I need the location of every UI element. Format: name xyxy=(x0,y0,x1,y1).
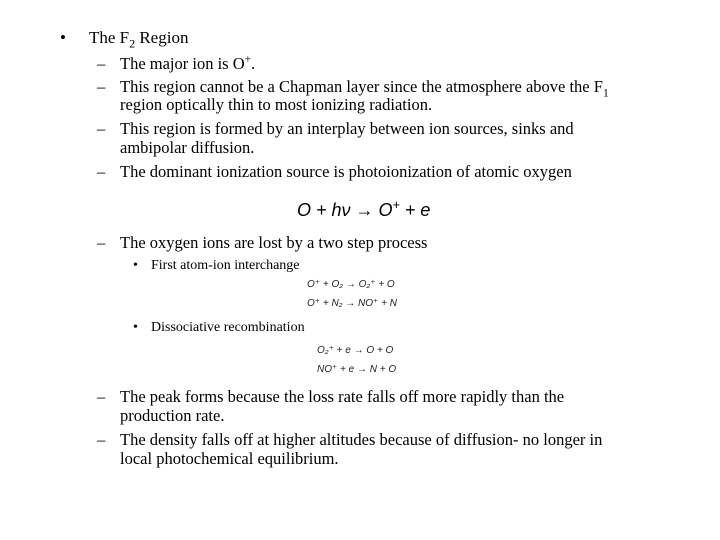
equation-recombination-2: NO⁺ + e → N + O xyxy=(317,364,397,375)
item-density-line2: local photochemical equilibrium. xyxy=(120,449,339,468)
item-major-ion xyxy=(120,54,255,74)
main-equation-b: + e xyxy=(399,200,431,220)
equation-interchange-1: O⁺ + O₂ → O₂⁺ + O xyxy=(307,279,395,290)
photoionization-equation xyxy=(297,200,430,221)
chapman-line1-sub: 1 xyxy=(602,87,609,100)
dash-marker: – xyxy=(97,119,106,138)
item-chapman-line1 xyxy=(120,77,609,100)
item-peak-line2: production rate. xyxy=(120,406,225,425)
main-equation-a: O + hν → O xyxy=(297,200,393,220)
item-dominant-source: The dominant ionization source is photoionization of atomic oxygen xyxy=(120,162,572,181)
dash-marker: – xyxy=(97,233,106,252)
sub-bullet-marker: • xyxy=(133,320,138,335)
item-peak-line1: The peak forms because the loss rate falls off more rapidly than the xyxy=(120,387,565,406)
bullet-marker: • xyxy=(60,28,66,47)
item-density-line1: The density falls off at higher altitudes because of diffusion- no longer in xyxy=(120,430,603,449)
dash-marker: – xyxy=(97,387,106,406)
item-interplay-line1: This region is formed by an interplay between ion sources, sinks and xyxy=(120,119,574,138)
dash-marker: – xyxy=(97,162,106,181)
dash-marker: – xyxy=(97,430,106,449)
equation-recombination-1: O₂⁺ + e → O + O xyxy=(317,345,394,356)
subitem-first-interchange: First atom-ion interchange xyxy=(151,258,300,273)
heading-post: Region xyxy=(135,28,189,47)
major-ion-pre: The major ion is O xyxy=(120,54,245,73)
chapman-line1-pre: This region cannot be a Chapman layer since the atmosphere above the F xyxy=(120,77,603,96)
item-interplay-line2: ambipolar diffusion. xyxy=(120,138,255,157)
item-oxygen-lost: The oxygen ions are lost by a two step process xyxy=(120,233,428,252)
major-ion-post: . xyxy=(251,54,256,73)
item-chapman-line2: region optically thin to most ionizing radiation. xyxy=(120,95,433,114)
major-ion-sup: + xyxy=(244,53,252,66)
sub-bullet-marker: • xyxy=(133,258,138,273)
heading-f2-region xyxy=(89,28,189,51)
dash-marker: – xyxy=(97,77,106,96)
subitem-dissociative-recombination: Dissociative recombination xyxy=(151,320,305,335)
heading-pre: The F xyxy=(89,28,130,47)
dash-marker: – xyxy=(97,54,106,73)
equation-interchange-2: O⁺ + N₂ → NO⁺ + N xyxy=(307,298,397,309)
heading-sub: 2 xyxy=(129,36,136,51)
main-equation-sup: + xyxy=(392,198,400,212)
